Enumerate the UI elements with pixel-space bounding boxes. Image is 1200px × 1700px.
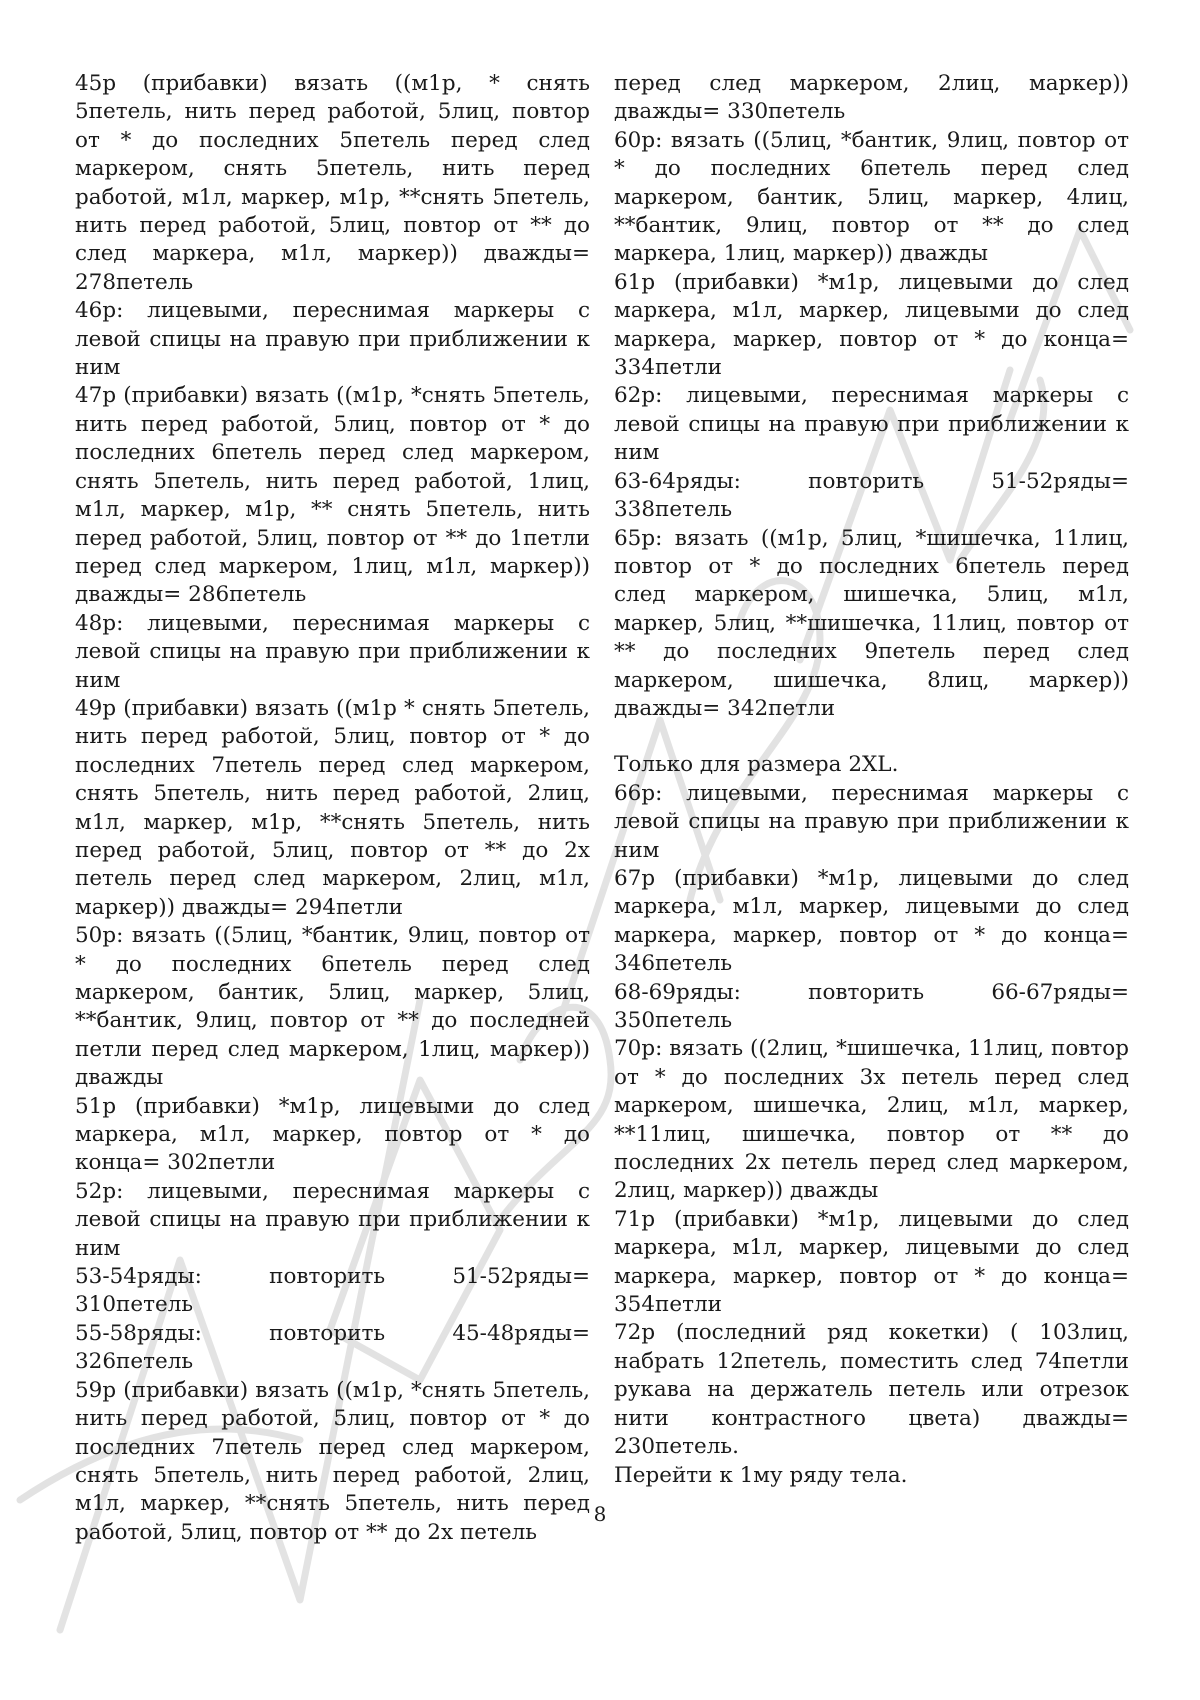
- instruction-row-65: 65р: вязать ((м1р, 5лиц, *шишечка, 11лиц, повтор от * до последних 6петель перед след маркером, шишечка, 5лиц, м1л, маркер, 5лиц, **шишечка, 11лиц, повтор от ** до последних 9петель перед след маркером, шишечка, 8лиц, маркер)) дважды= 342петли: [614, 525, 1129, 721]
- paragraph-gap: [614, 723, 1129, 751]
- instruction-row-46: 46р: лицевыми, переснимая маркеры с левой спицы на правую при приближении к ним: [75, 298, 590, 381]
- instruction-rows-68-69: 68-69ряды: повторить 66-67ряды= 350петель: [614, 979, 1129, 1033]
- instruction-row-51: 51р (прибавки) *м1р, лицевыми до след маркера, м1л, маркер, повтор от * до конца= 302петли: [75, 1093, 590, 1176]
- instruction-row-70: 70р: вязать ((2лиц, *шишечка, 11лиц, повтор от * до последних 3х петель перед след маркером, шишечка, 2лиц, м1л, маркер, **11лиц, шишечка, повтор от ** до последних 2х петель перед след маркером, 2лиц, маркер)) дважды: [614, 1036, 1129, 1204]
- instruction-next-step: Перейти к 1му ряду тела.: [614, 1462, 908, 1488]
- instruction-rows-55-58: 55-58ряды: повторить 45-48ряды= 326петель: [75, 1320, 590, 1375]
- instruction-row-72: 72р (последний ряд кокетки) ( 103лиц, набрать 12петель, поместить след 74петли рукава на держатель петель или отрезок нити контрастного цвета) дважды= 230петель.: [614, 1320, 1129, 1460]
- instruction-rows-63-64: 63-64ряды: повторить 51-52ряды= 338петель: [614, 468, 1129, 523]
- instruction-row-52: 52р: лицевыми, переснимая маркеры с левой спицы на правую при приближении к ним: [75, 1178, 590, 1261]
- left-column: [75, 70, 590, 1547]
- instruction-row-45: 45р (прибавки) вязать ((м1р, * снять 5петель, нить перед работой, 5лиц, повтор от * до последних 5петель перед след маркером, снять 5петель, нить перед работой, м1л, маркер, м1р, **снять 5петель, нить перед работой, 5лиц, повтор от ** до след маркера, м1л, маркер)) дважды= 278петель: [75, 71, 590, 295]
- section-heading-2xl: Только для размера 2XL.: [614, 752, 899, 778]
- instruction-row-50: 50р: вязать ((5лиц, *бантик, 9лиц, повтор от * до последних 6петель перед след маркером, бантик, 5лиц, маркер, 5лиц, **бантик, 9лиц, повтор от ** до последней петли перед след маркером, 1лиц, маркер)) дважды: [75, 923, 590, 1091]
- instruction-row-48: 48р: лицевыми, переснимая маркеры с левой спицы на правую при приближении к ним: [75, 610, 590, 693]
- instruction-rows-53-54: 53-54ряды: повторить 51-52ряды= 310петель: [75, 1264, 590, 1318]
- instruction-row-49: 49р (прибавки) вязать ((м1р * снять 5петель, нить перед работой, 5лиц, повтор от * до последних 7петель перед след маркером, снять 5петель, нить перед работой, 2лиц, м1л, маркер, м1р, **снять 5петель, нить перед работой, 5лиц, повтор от ** до 2х петель перед след маркером, 2лиц, м1л, маркер)) дважды= 294петли: [75, 695, 590, 920]
- instruction-row-59: 59р (прибавки) вязать ((м1р, *снять 5петель, нить перед работой, 5лиц, повтор от * до последних 7петель перед след маркером, снять 5петель, нить перед работой, 2лиц, м1л, маркер, **снять 5петель, нить перед работой, 5лиц, повтор от ** до 2х петель: [75, 1377, 590, 1545]
- right-column: [614, 70, 1129, 1490]
- instruction-row-47: 47р (прибавки) вязать ((м1р, *снять 5петель, нить перед работой, 5лиц, повтор от * до последних 6петель перед след маркером, снять 5петель, нить перед работой, 1лиц, м1л, маркер, м1р, ** снять 5петель, нить перед работой, 5лиц, повтор от ** до 1петли перед след маркером, 1лиц, м1л, маркер)) дважды= 286петель: [75, 383, 590, 608]
- instruction-row-59-continued: перед след маркером, 2лиц, маркер)) дважды= 330петель: [614, 71, 1129, 125]
- instruction-row-60: 60р: вязать ((5лиц, *бантик, 9лиц, повтор от * до последних 6петель перед след маркером, бантик, 5лиц, маркер, 4лиц, **бантик, 9лиц, повтор от ** до след маркера, 1лиц, маркер)) дважды: [614, 127, 1129, 267]
- instruction-row-71: 71р (прибавки) *м1р, лицевыми до след маркера, м1л, маркер, лицевыми до след маркера, маркер, повтор от * до конца= 354петли: [614, 1206, 1129, 1318]
- instruction-row-61: 61р (прибавки) *м1р, лицевыми до след маркера, м1л, маркер, лицевыми до след маркера, маркер, повтор от * до конца= 334петли: [614, 269, 1129, 381]
- instruction-row-67: 67р (прибавки) *м1р, лицевыми до след маркера, м1л, маркер, лицевыми до след маркера, маркер, повтор от * до конца= 346петель: [614, 865, 1129, 977]
- page-number: 8: [593, 1502, 607, 1526]
- instruction-row-66: 66р: лицевыми, переснимая маркеры с левой спицы на правую при приближении к ним: [614, 780, 1129, 863]
- instruction-row-62: 62р: лицевыми, переснимая маркеры с левой спицы на правую при приближении к ним: [614, 383, 1129, 466]
